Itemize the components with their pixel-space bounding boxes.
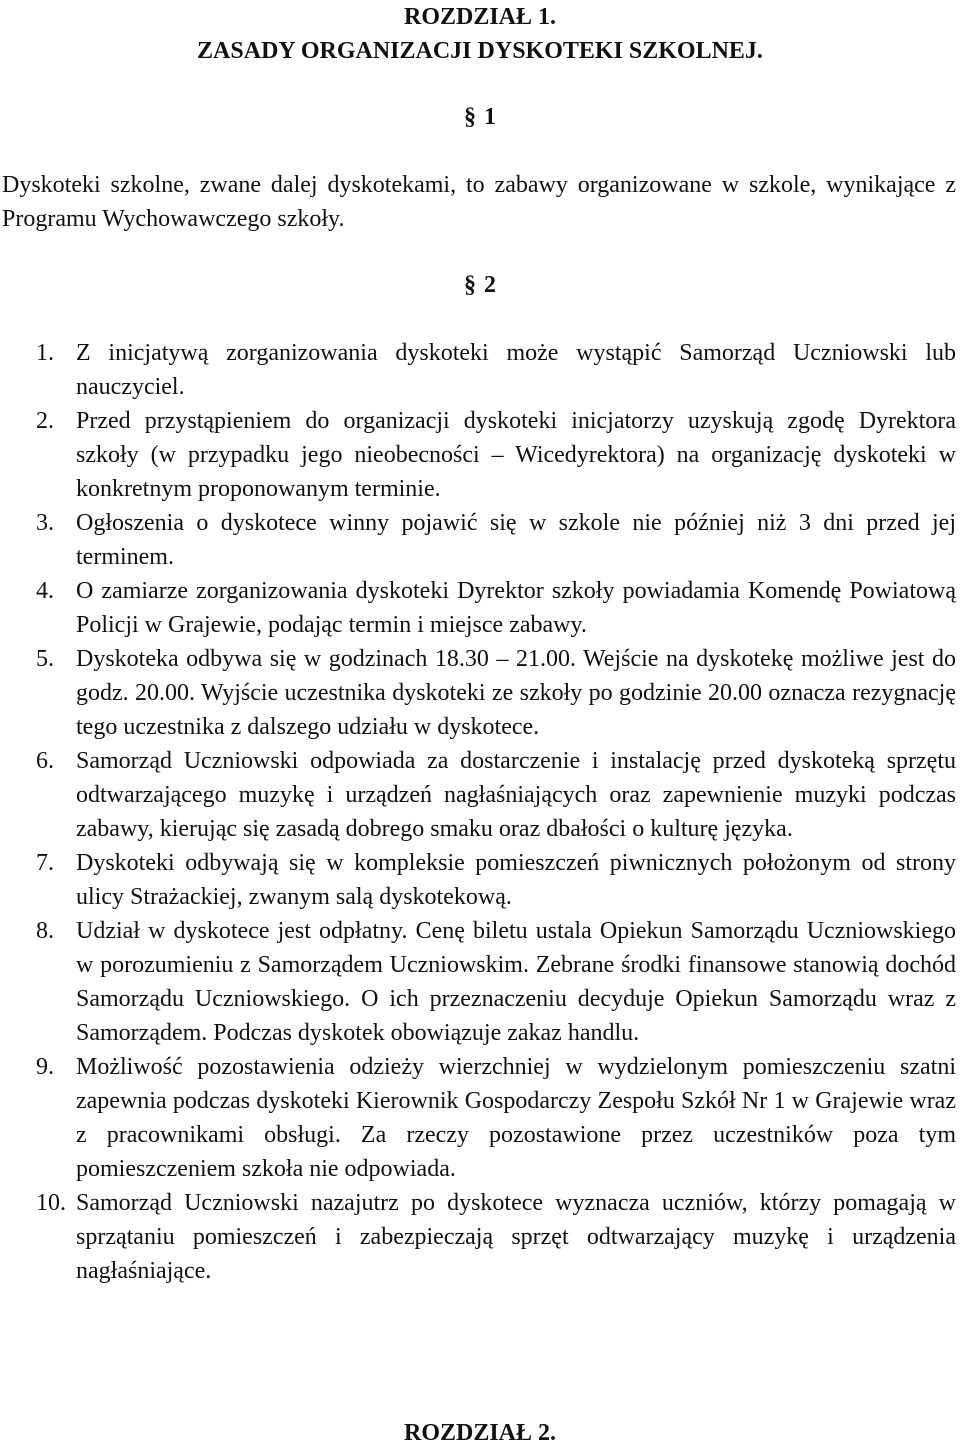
section-2-rules-list: [0, 336, 956, 1288]
list-item-text: Z inicjatywą zorganizowania dyskoteki może wystąpić Samorząd Uczniowski lub nauczyciel.: [76, 340, 956, 400]
list-item: [0, 642, 956, 744]
section-1-text: Dyskoteki szkolne, zwane dalej dyskotekami, to zabawy organizowane w szkole, wynikające z Programu Wychowawczego szkoły.: [2, 172, 956, 232]
list-item: [0, 744, 956, 846]
section-symbol: §: [464, 104, 476, 130]
section-number: 1: [484, 104, 496, 130]
chapter-2-heading: ROZDZIAŁ 2.: [403, 1420, 557, 1446]
list-item: [0, 506, 956, 574]
list-item-text: Przed przystąpieniem do organizacji dyskoteki inicjatorzy uzyskują zgodę Dyrektora szkoły (w przypadku jego nieobecności – Wicedyrektora) na organizację dyskoteki w konkretnym proponowanym terminie.: [76, 408, 956, 502]
section-1-mark: [0, 100, 960, 134]
list-item: [0, 574, 956, 642]
section-2-mark: [0, 268, 960, 302]
list-item-number: 10.: [36, 1190, 66, 1216]
list-item-number: 4.: [36, 578, 54, 604]
list-item-number: 5.: [36, 646, 54, 672]
list-item-text: Samorząd Uczniowski nazajutrz po dyskotece wyznacza uczniów, którzy pomagają w sprzątaniu pomieszczeń i zabezpieczają sprzęt odtwarzający muzykę i urządzenia nagłaśniające.: [76, 1190, 956, 1284]
list-item-text: Udział w dyskotece jest odpłatny. Cenę biletu ustala Opiekun Samorządu Uczniowskiego w porozumieniu z Samorządem Uczniowskim. Zebrane środki finansowe stanowią dochód Samorządu Uczniowskiego. O ich przeznaczeniu decyduje Opiekun Samorządu wraz z Samorządem. Podczas dyskotek obowiązuje zakaz handlu.: [76, 918, 956, 1046]
list-item-text: Dyskoteka odbywa się w godzinach 18.30 – 21.00. Wejście na dyskotekę możliwe jest do godz. 20.00. Wyjście uczestnika dyskoteki ze szkoły po godzinie 20.00 oznacza rezygnację tego uczestnika z dalszego udziału w dyskotece.: [76, 646, 956, 740]
list-item-number: 1.: [36, 340, 54, 366]
list-item: [0, 846, 956, 914]
chapter-1-title: ZASADY ORGANIZACJI DYSKOTEKI SZKOLNEJ.: [197, 38, 763, 64]
list-item-text: Ogłoszenia o dyskotece winny pojawić się w szkole nie później niż 3 dni przed jej terminem.: [76, 510, 956, 570]
section-symbol: §: [464, 272, 476, 298]
list-item-text: O zamiarze zorganizowania dyskoteki Dyrektor szkoły powiadamia Komendę Powiatową Policji w Grajewie, podając termin i miejsce zabawy.: [76, 578, 956, 638]
list-item-number: 7.: [36, 850, 54, 876]
list-item: [0, 1186, 956, 1288]
list-item-text: Dyskoteki odbywają się w kompleksie pomieszczeń piwnicznych położonym od strony ulicy Strażackiej, zwanym salą dyskotekową.: [76, 850, 956, 910]
chapter-1-heading: ROZDZIAŁ 1.: [403, 4, 557, 30]
list-item-number: 2.: [36, 408, 54, 434]
list-item-number: 8.: [36, 918, 54, 944]
list-item: [0, 1050, 956, 1186]
section-number: 2: [484, 272, 496, 298]
list-item-text: Samorząd Uczniowski odpowiada za dostarczenie i instalację przed dyskoteką sprzętu odtwarzającego muzykę i urządzeń nagłaśniających oraz zapewnienie muzyki podczas zabawy, kierując się zasadą dobrego smaku oraz dbałości o kulturę języka.: [76, 748, 956, 842]
list-item: [0, 914, 956, 1050]
list-item-number: 6.: [36, 748, 54, 774]
list-item: [0, 404, 956, 506]
list-item-text: Możliwość pozostawienia odzieży wierzchniej w wydzielonym pomieszczeniu szatni zapewnia podczas dyskoteki Kierownik Gospodarczy Zespołu Szkół Nr 1 w Grajewie wraz z pracownikami obsługi. Za rzeczy pozostawione przez uczestników poza tym pomieszczeniem szkoła nie odpowiada.: [76, 1054, 956, 1182]
list-item: [0, 336, 956, 404]
list-item-number: 3.: [36, 510, 54, 536]
list-item-number: 9.: [36, 1054, 54, 1080]
